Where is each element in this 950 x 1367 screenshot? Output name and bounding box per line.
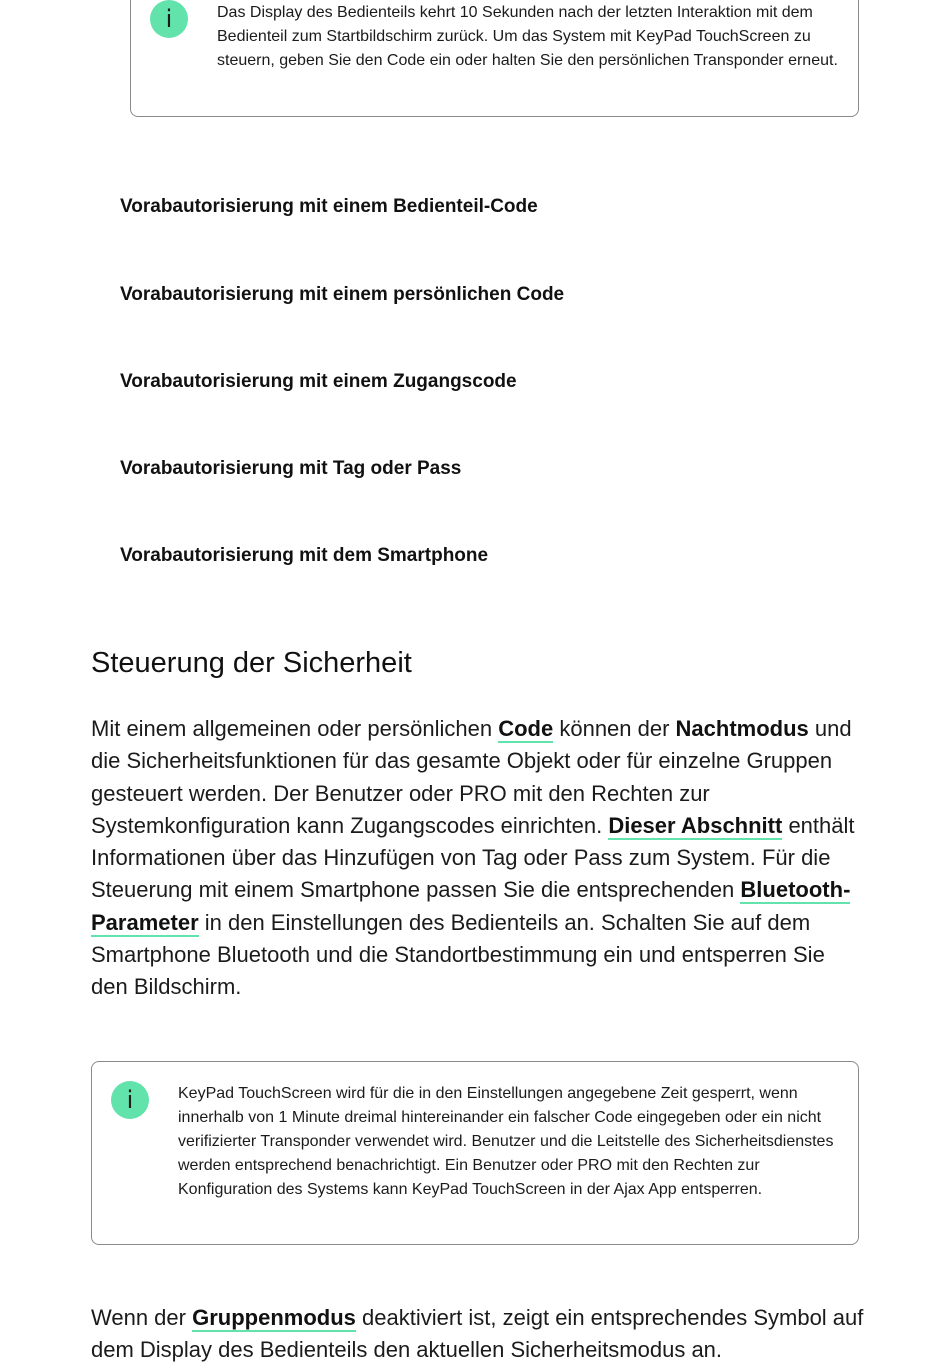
bluetooth-parameter-link[interactable]: Parameter xyxy=(91,909,199,935)
paragraph-text: Wenn der xyxy=(91,1305,193,1330)
info-note-text: KeyPad TouchScreen wird für die in den Einstellungen angegebene Zeit gesperrt, wenn innerhalb von 1 Minute dreimal hintereinander ein falscher Code eingegeben oder ein nicht verifizierter Transponder verwendet wird. Benutzer und die Leitstelle des Sicherheitsdienstes werden entsprechend benachrichtigt. Ein Benutzer oder PRO mit den Rechten zur Konfiguration des Systems kann KeyPad TouchScreen in der Ajax App entsperren. xyxy=(178,1085,834,1198)
paragraph-text: können der xyxy=(553,716,676,741)
accordion-item-access-code[interactable]: Vorabautorisierung mit einem Zugangscode xyxy=(120,371,517,392)
accordion-item-smartphone[interactable]: Vorabautorisierung mit dem Smartphone xyxy=(120,545,489,566)
paragraph-text: Mit einem allgemeinen oder persönlichen xyxy=(91,716,499,741)
security-control-paragraph xyxy=(91,713,866,1004)
accordion-item-device-code[interactable]: Vorabautorisierung mit einem Bedienteil-Code xyxy=(120,196,538,217)
info-icon: i xyxy=(150,0,188,38)
paragraph-text: in den Einstellungen des Bedienteils an. Schalten Sie auf dem Smartphone Bluetooth und die Standortbestimmung ein und entsperren Sie den Bildschirm. xyxy=(91,909,825,1000)
accordion-item-tag-pass[interactable]: Vorabautorisierung mit Tag oder Pass xyxy=(120,458,462,479)
section-title: Steuerung der Sicherheit xyxy=(91,647,412,679)
info-note-text: Das Display des Bedienteils kehrt 10 Sekunden nach der letzten Interaktion mit dem Bedienteil zum Startbildschirm zurück. Um das System mit KeyPad TouchScreen zu steuern, geben Sie den Code ein oder halten Sie den persönlichen Transponder erneut. xyxy=(217,4,838,69)
code-link[interactable]: Code xyxy=(498,716,554,741)
accordion-item-personal-code[interactable]: Vorabautorisierung mit einem persönlichen Code xyxy=(120,284,565,305)
night-mode-term: Nachtmodus xyxy=(675,716,809,741)
group-mode-paragraph xyxy=(91,1302,866,1367)
group-mode-link[interactable]: Gruppenmodus xyxy=(192,1305,356,1330)
info-note-bottom xyxy=(91,1061,859,1245)
paragraph-text: enthält Informationen über das Hinzufügen von Tag oder Pass zum System. Für die Steuerung mit einem Smartphone passen Sie die entsprechenden xyxy=(91,812,855,903)
this-section-link[interactable]: Dieser Abschnitt xyxy=(608,812,783,838)
paragraph-text: deaktiviert ist, zeigt ein entsprechendes Symbol auf dem Display des Bedienteils den aktuellen Sicherheitsmodus an. xyxy=(91,1305,864,1363)
info-note-top xyxy=(130,0,859,117)
info-icon: i xyxy=(111,1081,149,1119)
paragraph-text: und die Sicherheitsfunktionen für das gesamte Objekt oder für einzelne Gruppen gesteuert werden. Der Benutzer oder PRO mit den Rechten zur Systemkonfiguration kann Zugangscodes einrichten. xyxy=(91,716,852,838)
bluetooth-parameter-link[interactable]: Bluetooth- xyxy=(740,877,851,903)
